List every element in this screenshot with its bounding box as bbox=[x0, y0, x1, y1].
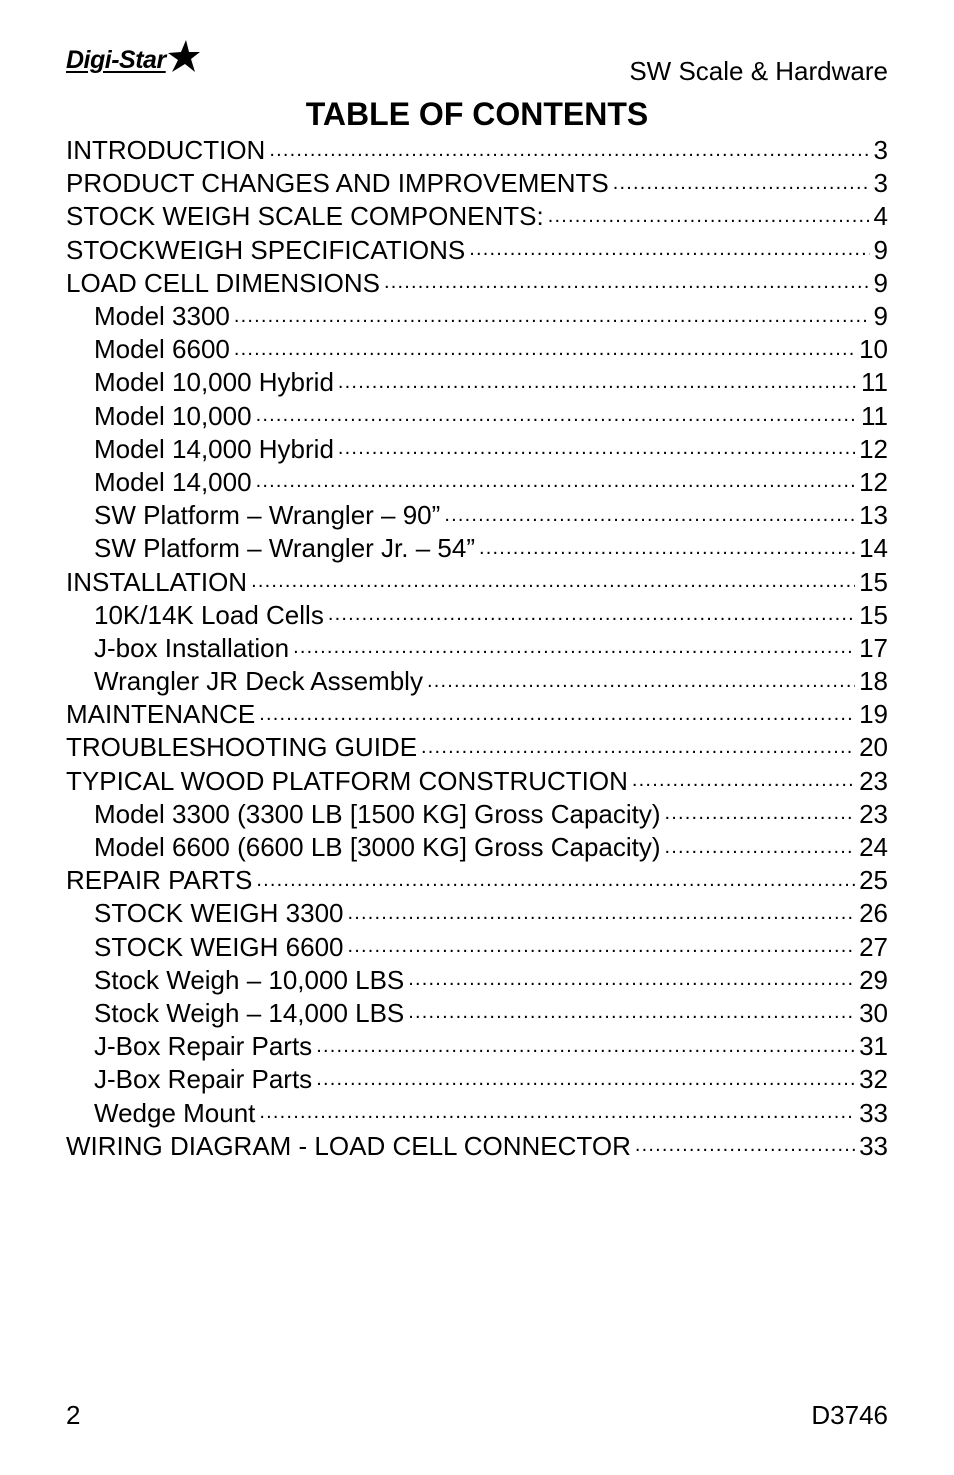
toc-entry-page: 10 bbox=[859, 334, 888, 365]
toc-entry[interactable] bbox=[66, 366, 888, 399]
toc-entry[interactable] bbox=[66, 433, 888, 466]
toc-entry-page: 11 bbox=[861, 367, 888, 398]
toc-entry-page: 24 bbox=[859, 832, 888, 863]
toc-entry-label: Model 14,000 Hybrid bbox=[94, 433, 334, 464]
toc-entry-page: 30 bbox=[859, 997, 888, 1028]
toc-leader-dots bbox=[338, 370, 857, 396]
toc-entry[interactable] bbox=[66, 964, 888, 997]
toc-leader-dots bbox=[328, 602, 855, 628]
toc-entry[interactable] bbox=[66, 466, 888, 499]
toc-entry-page: 15 bbox=[859, 599, 888, 630]
toc-entry-label: J-Box Repair Parts bbox=[94, 1031, 313, 1062]
star-icon bbox=[164, 40, 200, 74]
toc-entry-page: 9 bbox=[873, 267, 888, 298]
toc-entry-page: 26 bbox=[859, 898, 888, 929]
toc-entry-label: Model 3300 bbox=[94, 301, 230, 332]
toc-entry[interactable] bbox=[66, 134, 888, 167]
toc-entry[interactable] bbox=[66, 997, 888, 1030]
document-code: D3746 bbox=[811, 1400, 888, 1430]
toc-entry[interactable] bbox=[66, 333, 888, 366]
toc-entry[interactable] bbox=[66, 599, 888, 632]
document-header-title: SW Scale & Hardware bbox=[629, 56, 888, 86]
toc-entry-page: 23 bbox=[859, 798, 888, 829]
toc-leader-dots bbox=[234, 337, 855, 363]
toc-leader-dots bbox=[259, 702, 855, 728]
toc-entry[interactable] bbox=[66, 765, 888, 798]
toc-entry-page: 25 bbox=[859, 865, 888, 896]
toc-entry-page: 9 bbox=[873, 301, 888, 332]
toc-entry[interactable] bbox=[66, 1030, 888, 1063]
toc-entry-page: 20 bbox=[859, 732, 888, 763]
toc-entry-page: 3 bbox=[873, 135, 888, 166]
toc-leader-dots bbox=[338, 436, 855, 462]
toc-leader-dots bbox=[234, 304, 870, 330]
toc-leader-dots bbox=[444, 503, 855, 529]
toc-entry[interactable] bbox=[66, 931, 888, 964]
toc-entry-label: SW Platform – Wrangler Jr. – 54” bbox=[94, 533, 475, 564]
toc-entry[interactable] bbox=[66, 167, 888, 200]
toc-entry-page: 13 bbox=[859, 500, 888, 531]
toc-entry-label: TYPICAL WOOD PLATFORM CONSTRUCTION bbox=[66, 765, 628, 796]
toc-leader-dots bbox=[348, 934, 856, 960]
toc-entry-label: LOAD CELL DIMENSIONS bbox=[66, 267, 381, 298]
toc-entry-label: Model 6600 (6600 LB [3000 KG] Gross Capacity) bbox=[94, 832, 661, 863]
toc-entry-label: Stock Weigh – 10,000 LBS bbox=[94, 964, 405, 995]
toc-entry-page: 9 bbox=[873, 234, 888, 265]
toc-entry-label: STOCK WEIGH SCALE COMPONENTS: bbox=[66, 201, 544, 232]
toc-entry[interactable] bbox=[66, 632, 888, 665]
toc-entry-label: INSTALLATION bbox=[66, 566, 248, 597]
toc-entry[interactable] bbox=[66, 864, 888, 897]
toc-entry-label: Model 6600 bbox=[94, 334, 230, 365]
toc-leader-dots bbox=[421, 735, 855, 761]
toc-entry-page: 32 bbox=[859, 1064, 888, 1095]
toc-leader-dots bbox=[256, 868, 855, 894]
toc-leader-dots bbox=[384, 270, 870, 296]
toc-leader-dots bbox=[665, 801, 856, 827]
toc-entry-page: 12 bbox=[859, 433, 888, 464]
toc-entry[interactable] bbox=[66, 1063, 888, 1096]
toc-entry[interactable] bbox=[66, 798, 888, 831]
toc-leader-dots bbox=[408, 1000, 855, 1026]
toc-leader-dots bbox=[632, 768, 855, 794]
toc-leader-dots bbox=[408, 967, 855, 993]
toc-entry-label: REPAIR PARTS bbox=[66, 865, 253, 896]
toc-leader-dots bbox=[427, 669, 855, 695]
toc-entry-label: STOCKWEIGH SPECIFICATIONS bbox=[66, 234, 466, 265]
toc-entry-label: STOCK WEIGH 6600 bbox=[94, 931, 344, 962]
toc-leader-dots bbox=[293, 635, 855, 661]
toc-entry-page: 29 bbox=[859, 964, 888, 995]
toc-entry-page: 17 bbox=[859, 632, 888, 663]
toc-entry-page: 4 bbox=[873, 201, 888, 232]
toc-entry-label: Stock Weigh – 14,000 LBS bbox=[94, 997, 405, 1028]
toc-entry-page: 11 bbox=[861, 400, 888, 431]
toc-leader-dots bbox=[251, 569, 855, 595]
toc-leader-dots bbox=[469, 237, 869, 263]
toc-leader-dots bbox=[256, 469, 856, 495]
toc-leader-dots bbox=[635, 1133, 855, 1159]
toc-entry-label: PRODUCT CHANGES AND IMPROVEMENTS bbox=[66, 168, 609, 199]
toc-leader-dots bbox=[316, 1067, 855, 1093]
toc-entry[interactable] bbox=[66, 532, 888, 565]
toc-entry-page: 27 bbox=[859, 931, 888, 962]
toc-entry[interactable] bbox=[66, 698, 888, 731]
toc-entry-page: 33 bbox=[859, 1130, 888, 1161]
page-title: TABLE OF CONTENTS bbox=[305, 96, 649, 132]
toc-entry-label: Wrangler JR Deck Assembly bbox=[94, 666, 423, 697]
toc-entry[interactable] bbox=[66, 731, 888, 764]
toc-entry-page: 15 bbox=[859, 566, 888, 597]
toc-leader-dots bbox=[256, 403, 857, 429]
toc-entry[interactable] bbox=[66, 665, 888, 698]
toc-entry-page: 3 bbox=[873, 168, 888, 199]
toc-entry-label: Model 10,000 Hybrid bbox=[94, 367, 334, 398]
toc-entry-label: STOCK WEIGH 3300 bbox=[94, 898, 344, 929]
toc-entry-label: Model 3300 (3300 LB [1500 KG] Gross Capacity) bbox=[94, 798, 661, 829]
toc-entry[interactable] bbox=[66, 234, 888, 267]
toc-leader-dots bbox=[269, 138, 869, 164]
toc-leader-dots bbox=[548, 204, 870, 230]
toc-entry-label: WIRING DIAGRAM - LOAD CELL CONNECTOR bbox=[66, 1130, 631, 1161]
toc-leader-dots bbox=[479, 536, 855, 562]
toc-entry[interactable] bbox=[66, 1096, 888, 1129]
toc-entry-label: Wedge Mount bbox=[94, 1097, 256, 1128]
toc-leader-dots bbox=[613, 171, 870, 197]
toc-entry-label: J-box Installation bbox=[94, 632, 290, 663]
toc-entry-label: SW Platform – Wrangler – 90” bbox=[94, 500, 441, 531]
toc-entry-page: 31 bbox=[859, 1031, 888, 1062]
toc-entry-label: J-Box Repair Parts bbox=[94, 1064, 313, 1095]
toc-entry[interactable] bbox=[66, 200, 888, 233]
toc-leader-dots bbox=[316, 1034, 855, 1060]
toc-entry-page: 18 bbox=[859, 666, 888, 697]
toc-leader-dots bbox=[665, 835, 856, 861]
toc-entry[interactable] bbox=[66, 499, 888, 532]
toc-entry[interactable] bbox=[66, 897, 888, 930]
toc-entry[interactable] bbox=[66, 565, 888, 598]
toc-entry-page: 14 bbox=[859, 533, 888, 564]
logo-text: Digi-Star bbox=[66, 45, 166, 74]
toc-entry-page: 33 bbox=[859, 1097, 888, 1128]
toc-entry[interactable] bbox=[66, 400, 888, 433]
page-number: 2 bbox=[66, 1400, 81, 1430]
toc-entry-label: TROUBLESHOOTING GUIDE bbox=[66, 732, 418, 763]
toc-entry-page: 23 bbox=[859, 765, 888, 796]
toc-entry[interactable] bbox=[66, 267, 888, 300]
toc-entry-page: 19 bbox=[859, 699, 888, 730]
toc-entry[interactable] bbox=[66, 1130, 888, 1163]
toc-entry[interactable] bbox=[66, 300, 888, 333]
toc-entry-label: INTRODUCTION bbox=[66, 135, 266, 166]
toc-entry-page: 12 bbox=[859, 466, 888, 497]
toc-entry[interactable] bbox=[66, 831, 888, 864]
toc-entry-label: Model 14,000 bbox=[94, 466, 252, 497]
toc-leader-dots bbox=[259, 1100, 855, 1126]
toc-leader-dots bbox=[348, 901, 856, 927]
toc-entry-label: Model 10,000 bbox=[94, 400, 252, 431]
table-of-contents bbox=[66, 134, 888, 1163]
digi-star-logo bbox=[66, 40, 200, 80]
toc-entry-label: MAINTENANCE bbox=[66, 699, 256, 730]
toc-entry-label: 10K/14K Load Cells bbox=[94, 599, 324, 630]
